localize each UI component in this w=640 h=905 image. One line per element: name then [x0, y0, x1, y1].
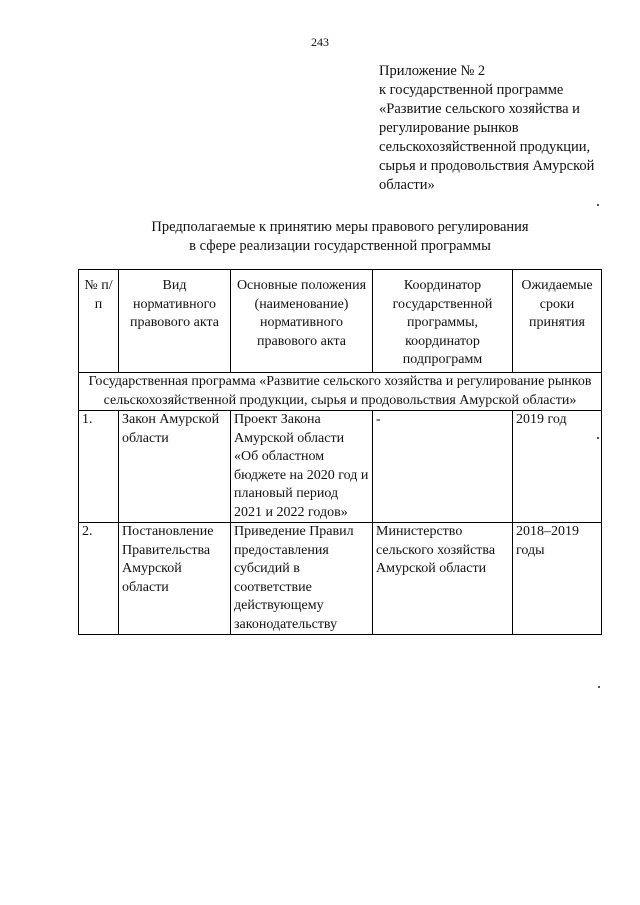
table-row [79, 523, 602, 635]
header-num: № п/п [79, 270, 119, 373]
table-header-row [79, 270, 602, 373]
header-coordinator: Координатор государственной программы, координатор подпрограмм [373, 270, 513, 373]
table-row [79, 411, 602, 523]
appendix-line: «Развитие сельского хозяйства и [379, 101, 580, 117]
row-deadline: 2019 год [513, 411, 602, 523]
header-act-type: Вид нормативного правового акта [119, 270, 231, 373]
row-main-provisions: Проект Закона Амурской области «Об областном бюджете на 2020 год и плановый период 2021 и 2022 годов» [231, 411, 373, 523]
row-act-type: Постановление Правительства Амурской области [119, 523, 231, 635]
page-number: 243 [311, 35, 329, 49]
header-main-provisions: Основные положения (наименование) нормативного правового акта [231, 270, 373, 373]
appendix-line: Приложение № 2 [379, 63, 486, 79]
scan-artifact [597, 437, 599, 439]
scan-artifact [597, 204, 599, 206]
row-coordinator: Министерство сельского хозяйства Амурской области [373, 523, 513, 635]
appendix-line: области» [379, 177, 435, 193]
document-title [60, 218, 620, 256]
program-title: Государственная программа «Развитие сельского хозяйства и регулирование рынков сельскохозяйственной продукции, сырья и продовольствия Амурской области» [79, 373, 602, 411]
row-num: 1. [79, 411, 119, 523]
appendix-line: сырья и продовольствия Амурской [379, 158, 595, 174]
appendix-line: регулирование рынков [379, 120, 519, 136]
program-title-row [79, 373, 602, 411]
appendix-line: к государственной программе [379, 82, 564, 98]
scan-artifact [598, 686, 600, 688]
title-line-1: Предполагаемые к принятию меры правового регулирования [151, 219, 529, 235]
row-coordinator: - [373, 411, 513, 523]
measures-table [78, 269, 602, 635]
header-deadline: Ожидаемые сроки принятия [513, 270, 602, 373]
row-act-type: Закон Амурской области [119, 411, 231, 523]
title-line-2: в сфере реализации государственной программы [189, 238, 491, 254]
row-deadline: 2018–2019 годы [513, 523, 602, 635]
row-main-provisions: Приведение Правил предоставления субсидий в соответствие действующему законодательству [231, 523, 373, 635]
appendix-line: сельскохозяйственной продукции, [379, 139, 591, 155]
appendix-block [379, 62, 629, 195]
row-num: 2. [79, 523, 119, 635]
